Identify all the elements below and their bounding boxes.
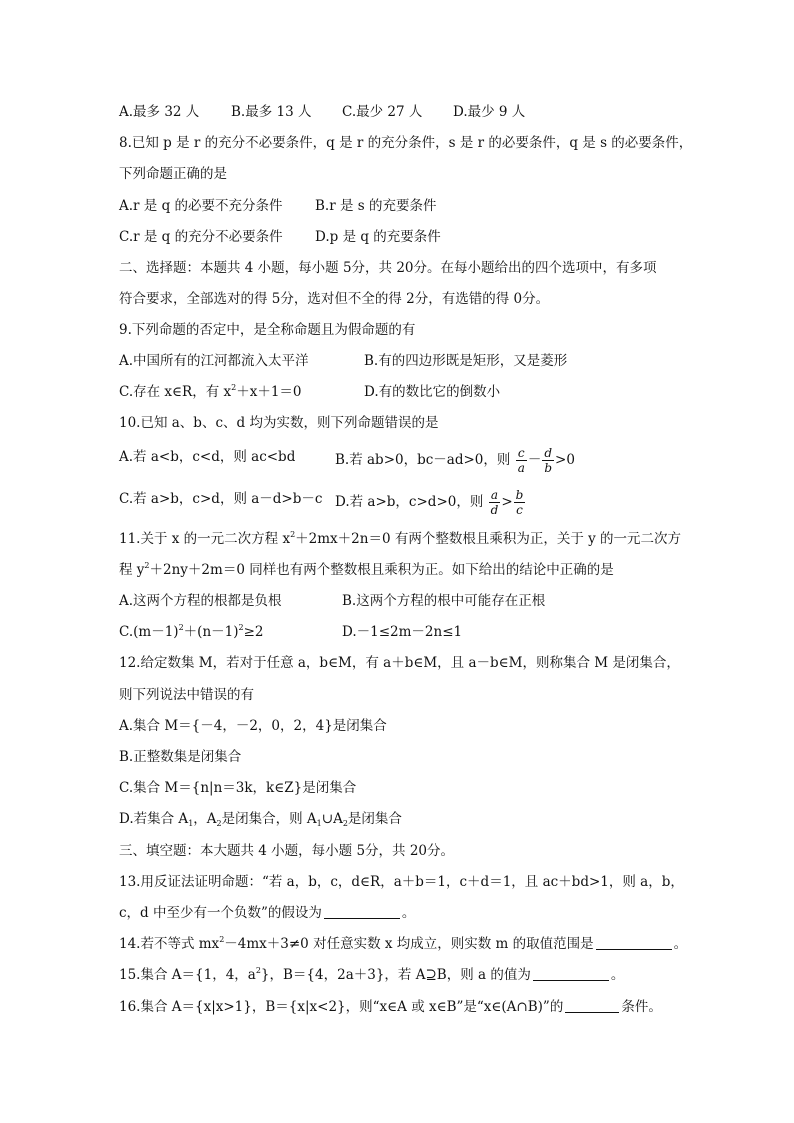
q12-stem-line2: 则下列说法中错误的有 (119, 687, 254, 703)
fraction-b-over-c: $\frac{b}{c}$ (515, 488, 524, 517)
q10-option-c: C.若 a>b，c>d，则 a－d>b－c (119, 491, 323, 507)
q13-stem-line1: 13.用反证法证明命题：“若 a，b，c，d∈R，a＋b＝1，c＋d＝1，且 ac＋bd>1，则 a，b， (119, 874, 684, 890)
q7-option-c: C.最少 27 人 (342, 104, 423, 120)
q7-option-a: A.最多 32 人 (119, 104, 200, 120)
fraction-d-over-b: $\frac{d}{b}$ (544, 446, 553, 475)
q8-option-b: B.r 是 s 的充要条件 (315, 198, 437, 214)
q10-stem: 10.已知 a、b、c、d 均为实数，则下列命题错误的是 (119, 415, 439, 431)
fraction-c-over-a: $\frac{c}{a}$ (517, 446, 525, 475)
section2-heading-line2: 符合要求，全部选对的得 5分，选对但不全的得 2分，有选错的得 0分。 (119, 291, 550, 307)
q11-stem-line1: 11.关于 x 的一元二次方程 $x^2+2mx+2n=0$ 有两个整数根且乘积为正，关于 y 的一元二次方 (119, 530, 682, 547)
q7-option-d: D.最少 9 人 (453, 104, 526, 120)
q11-option-d: D.－1≤2m－2n≤1 (342, 624, 463, 640)
q7-option-b: B.最多 13 人 (231, 104, 312, 120)
q9-option-d: D.有的数比它的倒数小 (364, 384, 501, 400)
q9-stem: 9.下列命题的否定中，是全称命题且为假命题的有 (119, 322, 416, 338)
fraction-a-over-d: $\frac{a}{d}$ (490, 488, 499, 517)
q12-option-d: D.若集合 $A_1$，$A_2$是闭集合，则 $A_1\cup A_2$是闭集合 (119, 811, 402, 828)
q11-stem-line2: 程 $y^2+2ny+2m=0$ 同样也有两个整数根且乘积为正。如下给出的结论中正确的是 (119, 561, 614, 578)
q9-option-c: C.存在 x∈R，有 $x^2+x+1=0$ (119, 383, 302, 400)
q11-option-a: A.这两个方程的根都是负根 (119, 593, 282, 609)
q11-option-b: B.这两个方程的根中可能存在正根 (342, 593, 546, 609)
q8-stem-line2: 下列命题正确的是 (119, 166, 227, 182)
answer-blank[interactable] (533, 968, 609, 981)
q12-option-c: C.集合 M＝{n|n＝3k，k∈Z}是闭集合 (119, 780, 357, 796)
q8-option-a: A.r 是 q 的必要不充分条件 (119, 198, 283, 214)
q15-stem: 15.集合 A＝{1，4，$a^2$}，B＝{4，2a＋3}，若 A⊇B，则 a 的值为 。 (119, 966, 625, 983)
q8-option-d: D.p 是 q 的充要条件 (315, 229, 441, 245)
q11-option-c: $C.(m-1)^2+(n-1)^2\ge 2$ (119, 623, 264, 640)
q10-option-d: D.若 a>b，c>d>0，则 $\frac{a}{d}$ > $\frac{b}{c}$ (335, 488, 524, 517)
q12-stem-line1: 12.给定数集 M，若对于任意 a，b∈M，有 a＋b∈M，且 a－b∈M，则称集合 M 是闭集合， (119, 655, 680, 671)
q10-option-a: A.若 a<b，c<d，则 ac<bd (119, 449, 296, 465)
answer-blank[interactable] (596, 937, 672, 950)
q16-stem: 16.集合 A＝{x|x>1}，B＝{x|x<2}，则“x∈A 或 x∈B”是“x∈(A∩B)”的 条件。 (119, 999, 662, 1015)
q12-option-b: B.正整数集是闭集合 (119, 749, 242, 765)
q8-option-c: C.r 是 q 的充分不必要条件 (119, 229, 283, 245)
answer-blank[interactable] (324, 906, 400, 919)
section3-heading: 三、填空题：本大题共 4 小题，每小题 5分，共 20分。 (119, 843, 455, 859)
q13-stem-line2: c，d 中至少有一个负数”的假设为 。 (119, 905, 416, 921)
q10-option-b: B.若 ab>0，bc－ad>0，则 $\frac{c}{a}$ － $\frac{d}{b}$ >0 (335, 446, 575, 475)
q8-stem-line1: 8.已知 p 是 r 的充分不必要条件，q 是 r 的充分条件，s 是 r 的必要条件，q 是 s 的必要条件， (119, 135, 693, 151)
section2-heading-line1: 二、选择题：本题共 4 小题，每小题 5分，共 20分。在每小题给出的四个选项中，有多项 (119, 260, 657, 276)
q9-option-b: B.有的四边形既是矩形，又是菱形 (364, 353, 568, 369)
q9-option-a: A.中国所有的江河都流入太平洋 (119, 353, 309, 369)
answer-blank[interactable] (565, 1000, 619, 1013)
q12-option-a: A.集合 M＝{－4，－2，0，2，4}是闭集合 (119, 718, 387, 734)
q14-stem: 14.若不等式 $mx^2-4mx+3\ne 0$ 对任意实数 x 均成立，则实数 m 的取值范围是 。 (119, 935, 688, 952)
